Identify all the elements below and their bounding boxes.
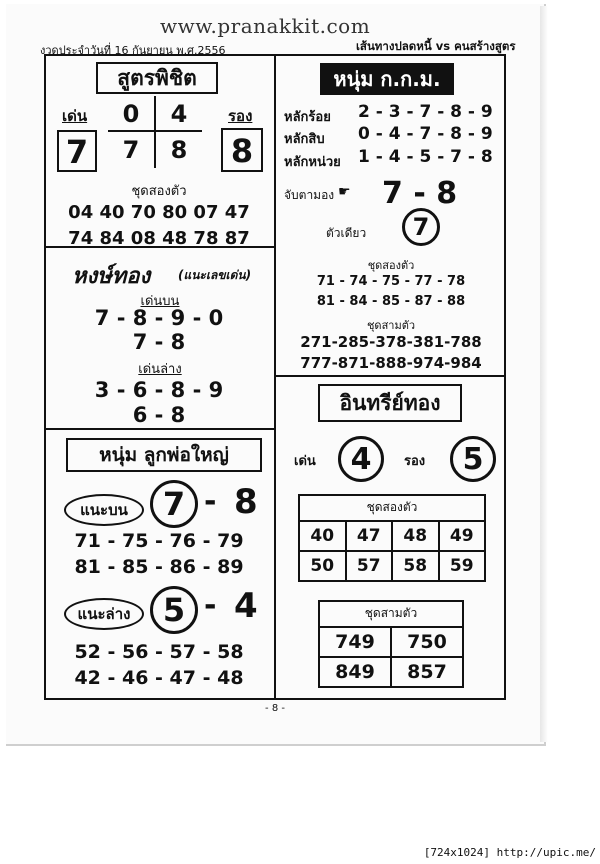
bottom-second-digit: 4 bbox=[234, 586, 258, 626]
pairs-cell: 59 bbox=[439, 551, 486, 581]
tens-value: 0 - 4 - 7 - 8 - 9 bbox=[358, 124, 493, 144]
pairs-cell: 50 bbox=[299, 551, 346, 581]
sub-label: รอง bbox=[228, 107, 253, 125]
sub-label: รอง bbox=[404, 454, 426, 469]
num-luk-pho-title: หนุ่ม ลูกพ่อใหญ่ bbox=[66, 438, 262, 472]
triples-row: 271-285-378-381-788 bbox=[300, 333, 482, 351]
bottom-dash: - bbox=[204, 588, 217, 623]
top-label: เด่นบน bbox=[140, 294, 180, 309]
triples-table bbox=[318, 626, 464, 688]
pairs-cell: 40 bbox=[299, 521, 346, 551]
sutr-phichit-title: สูตรพิชิต bbox=[96, 62, 218, 94]
inthri-thong-title: อินทรีย์ทอง bbox=[318, 384, 462, 422]
center-divider bbox=[274, 54, 276, 700]
main-label: เด่น bbox=[62, 107, 88, 125]
triples-cell: 849 bbox=[319, 657, 391, 687]
pairs-cell: 48 bbox=[392, 521, 439, 551]
table-row bbox=[299, 521, 485, 551]
bottom-row: 42 - 46 - 47 - 48 bbox=[74, 667, 244, 689]
top-second-digit: 8 bbox=[234, 482, 258, 522]
bottom-line: 6 - 8 bbox=[132, 403, 186, 427]
pairs-row: 71 - 74 - 75 - 77 - 78 bbox=[316, 274, 466, 289]
top-row: 81 - 85 - 86 - 89 bbox=[74, 556, 244, 578]
page-number: - 8 - bbox=[265, 703, 285, 714]
top-line: 7 - 8 - 9 - 0 bbox=[94, 306, 224, 330]
grid-cell: 7 bbox=[122, 136, 140, 164]
pairs-cell: 58 bbox=[392, 551, 439, 581]
follow-label: จับตามอง bbox=[284, 188, 335, 202]
bottom-label: เด่นล่าง bbox=[138, 362, 182, 377]
sub-circle-digit: 5 bbox=[450, 436, 496, 482]
table-row bbox=[299, 551, 485, 581]
bottom-row: 52 - 56 - 57 - 58 bbox=[74, 641, 244, 663]
bottom-hint-oval: แนะล่าง bbox=[64, 598, 144, 630]
pairs-title: ชุดสองตัว bbox=[367, 259, 415, 272]
pointing-hand-icon: ☛ bbox=[338, 184, 351, 200]
single-circle-digit: 7 bbox=[402, 208, 440, 246]
pairs-row: 04 40 70 80 07 47 bbox=[68, 202, 250, 223]
grid-cell: 8 bbox=[170, 136, 188, 164]
grid-hline bbox=[108, 130, 202, 132]
pairs-cell: 49 bbox=[439, 521, 486, 551]
triples-title: ชุดสามตัว bbox=[366, 319, 416, 332]
hundreds-label: หลักร้อย bbox=[284, 110, 331, 125]
top-row: 71 - 75 - 76 - 79 bbox=[74, 530, 244, 552]
top-dash: - bbox=[204, 484, 217, 519]
bottom-circle-digit: 5 bbox=[150, 586, 198, 634]
main-label: เด่น bbox=[294, 454, 316, 469]
hongthong-subtitle: (แนะเลขเด่น) bbox=[178, 268, 252, 282]
grid-cell: 0 bbox=[122, 100, 140, 128]
triples-cell: 750 bbox=[391, 627, 463, 657]
pairs-cell: 47 bbox=[346, 521, 393, 551]
pairs-title: ชุดสองตัว bbox=[131, 184, 187, 199]
top-line: 7 - 8 bbox=[132, 330, 186, 354]
hongthong-title: หงษ์ทอง bbox=[72, 264, 151, 289]
top-circle-digit: 7 bbox=[150, 480, 198, 528]
units-value: 1 - 4 - 5 - 7 - 8 bbox=[358, 147, 493, 167]
tens-label: หลักสิบ bbox=[284, 132, 325, 147]
units-label: หลักหน่วย bbox=[284, 155, 341, 170]
triples-cell: 857 bbox=[391, 657, 463, 687]
sub-digit-box: 8 bbox=[221, 128, 263, 172]
draw-date: งวดประจำวันที่ 16 กันยายน พ.ศ.2556 bbox=[40, 44, 226, 57]
num-kkm-title: หนุ่ม ก.ก.ม. bbox=[320, 63, 454, 95]
top-hint-oval: แนะบน bbox=[64, 494, 144, 526]
upic-watermark: [724x1024] http://upic.me/ bbox=[423, 846, 596, 859]
single-label: ตัวเดียว bbox=[326, 226, 367, 240]
bottom-line: 3 - 6 - 8 - 9 bbox=[94, 378, 224, 402]
site-url: www.pranakkit.com bbox=[160, 14, 371, 38]
pairs-header: ชุดสองตัว bbox=[298, 494, 486, 520]
table-row bbox=[319, 627, 463, 657]
right-divider-1 bbox=[274, 375, 506, 377]
pairs-cell: 57 bbox=[346, 551, 393, 581]
follow-value: 7 - 8 bbox=[382, 176, 458, 211]
triples-header: ชุดสามตัว bbox=[318, 600, 464, 626]
digit-cross-grid bbox=[108, 96, 202, 168]
header-subtitle: เส้นทางปลดหนี้ vs คนสร้างสูตร bbox=[356, 39, 516, 53]
pairs-row: 81 - 84 - 85 - 87 - 88 bbox=[316, 294, 466, 309]
main-circle-digit: 4 bbox=[338, 436, 384, 482]
table-row bbox=[319, 657, 463, 687]
triples-cell: 749 bbox=[319, 627, 391, 657]
pairs-table bbox=[298, 520, 486, 582]
paper-shadow bbox=[540, 6, 548, 742]
hundreds-value: 2 - 3 - 7 - 8 - 9 bbox=[358, 102, 493, 122]
triples-row: 777-871-888-974-984 bbox=[300, 354, 482, 372]
grid-cell: 4 bbox=[170, 100, 188, 128]
left-divider-2 bbox=[44, 428, 275, 430]
main-digit-box: 7 bbox=[57, 130, 97, 172]
pairs-row: 74 84 08 48 78 87 bbox=[68, 228, 250, 249]
